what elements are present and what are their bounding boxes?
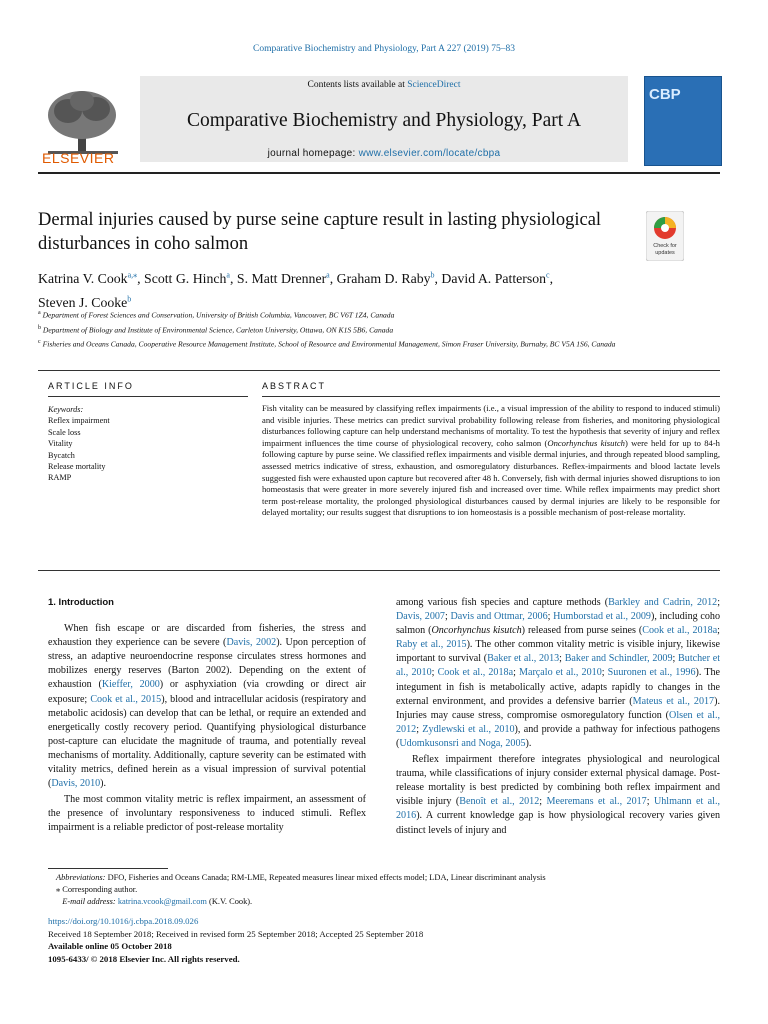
citation-link[interactable]: Udomkusonsri and Noga, 2005 — [399, 737, 526, 749]
keyword: Scale loss — [48, 427, 81, 437]
paragraph-text: ), and provide a pathway for infectious pathogens ( — [396, 723, 720, 749]
paragraph-text: ; — [717, 625, 720, 637]
body-column-left — [48, 596, 366, 838]
citation-link[interactable]: Zydlewski et al., 2010 — [422, 723, 515, 735]
abstract-text: Fish vitality can be measured by classifying reflex impairments (i.e., a visual impression of the ability to respond to induced stimuli) and visible injuries. These metrics can predict survival probability following release from fisheries, and monitoring physiological disturbances following capture can help understand mechanisms of mortality. To test the hypothesis that severity of injury and reflex impairment influences the time course of physiological recovery, coho salmon (Oncorhynchus kisutch) were held for up to 84-h following capture by purse seine. We classified reflex impairments and visible dermal injuries, and through repeated blood sampling, assessed metrics indicative of stress, exhaustion, and osmoregulatory disturbances. Reflex-impairments and blood lactate levels suggested fish were exhausted upon capture but recovered after 48 h. Conversely, fish with dermal injuries showed disruptions to ion homeostasis that were greater in more severely injured fish and increased over time. While reflex impairments may predict short term post-release mortality, the prolonged physiological disturbances caused by dermal injuries are likely to be responsible for delayed mortality; our results suggest that disruptions to ion homeostasis is a possible mechanism of post-release mortality. — [262, 403, 720, 518]
citation-link[interactable]: Mateus et al., 2017 — [632, 695, 715, 707]
footnotes — [56, 872, 720, 909]
section-rule — [38, 370, 720, 371]
paragraph-text: ). A current knowledge gap is how physiological recovery varies given distinct levels of injury and — [396, 810, 720, 836]
paragraph-text: ; — [672, 653, 679, 665]
received-dates: Received 18 September 2018; Received in revised form 25 September 2018; Accepted 25 September 2018 — [48, 928, 424, 939]
journal-homepage-line — [140, 148, 628, 159]
citation-link[interactable]: Uhlmann et al., 2016 — [396, 796, 721, 822]
author: Scott G. Hinch$^a$, — [144, 270, 237, 286]
paragraph-text: among various fish species and capture methods ( — [396, 597, 609, 608]
paragraph-text: ). The integument in fish is metabolically active, adapts rapidly to changes in the external environment, and provides a defensive barrier ( — [396, 667, 721, 707]
citation-link[interactable]: Cook et al., 2015 — [90, 693, 162, 705]
section-heading: 1. Introduction — [48, 597, 114, 608]
citation-link[interactable]: Cook et al., 2018a — [437, 667, 514, 679]
crossmark-label-2: updates — [655, 250, 675, 256]
abbreviations-footnote: Abbreviations: DFO, Fisheries and Oceans Canada; RM-LME, Repeated measures linear mixed effects model; LDA, Linear discriminant analysis — [56, 873, 546, 882]
publisher-logo-text: ELSEVIER — [42, 150, 115, 166]
check-for-updates-icon[interactable] — [646, 211, 684, 261]
citation-link[interactable]: Benoît et al., 2012 — [459, 796, 540, 808]
paragraph-text: ). — [525, 737, 532, 749]
paragraph-text: ), blood and intracellular acidosis (respiratory and metabolic acidosis) can develop that can be lethal, or require an extended and energetically costly recovery period. Quantifying physiological disturbance post-capture can elucidate the magnitude of trauma, and potentially reveal mechanisms of mortality. Additionally, capture severity can be estimated with vitality metrics, defined herein as a visual impression of survival potential ( — [48, 693, 367, 790]
title-line-1: Dermal injuries caused by purse seine capture result in lasting physiological — [38, 210, 602, 230]
author: Graham D. Raby$^b$, — [336, 270, 442, 286]
keyword: RAMP — [48, 473, 72, 483]
article-info-heading: ARTICLE INFO — [48, 381, 134, 391]
citation-link[interactable]: Baker and Schindler, 2009 — [564, 653, 673, 665]
paragraph-text: When fish escape or are discarded from fisheries, the stress and exhaustion they experience can be severe ( — [48, 623, 366, 649]
body-column-right — [396, 596, 720, 840]
keywords-label: Keywords: — [48, 405, 84, 414]
citation-link[interactable]: Davis, 2002 — [226, 637, 277, 649]
author: David A. Patterson$^c$, — [441, 270, 554, 286]
publication-info — [48, 915, 708, 965]
abstract-rule — [262, 396, 720, 397]
paragraph — [48, 793, 366, 835]
citation-link[interactable]: Humborstad et al., 2009 — [553, 611, 651, 623]
crossmark-label: Check for — [653, 243, 677, 249]
citation-link[interactable]: Davis and Ottmar, 2006 — [450, 611, 548, 623]
paragraph-text: ; — [559, 653, 565, 665]
citation-link[interactable]: Suuronen et al., 1996 — [607, 667, 696, 679]
citation-link[interactable]: Baker et al., 2013 — [487, 653, 560, 665]
keyword: Vitality — [48, 439, 73, 449]
email-link[interactable]: katrina.vcook@gmail.com — [117, 897, 207, 907]
author: Katrina V. Cook$^{a,⁎}$, — [38, 270, 145, 286]
article-info-rule — [48, 396, 248, 397]
author-list — [38, 264, 658, 313]
available-online: Available online 05 October 2018 — [48, 941, 172, 951]
paragraph-text: ; — [416, 723, 423, 735]
contents-prefix: Contents lists available at — [307, 80, 408, 90]
citation-link[interactable]: Barkley and Cadrin, 2012 — [608, 597, 718, 608]
paragraph-text: ), including coho salmon ( — [396, 611, 721, 637]
affiliations — [38, 307, 648, 351]
paragraph — [48, 622, 366, 791]
citation-link[interactable]: Butcher et al., 2010 — [396, 653, 720, 679]
paragraph-text: Reflex impairment therefore integrates physiological and neurological trauma, while classifications of injury consider external physical damage. Post-release mortality is best predicted by combining both reflex impairment and visible injury ( — [396, 754, 720, 808]
paragraph-text: The most common vitality metric is reflex impairment, an assessment of the presence of involuntary responsiveness to induced stimuli. Reflex impairment is a reliable predictor of post-release mortality — [48, 794, 366, 834]
citation-link[interactable]: Marçalo et al., 2010 — [518, 667, 602, 679]
footnote-rule — [48, 868, 168, 869]
homepage-link[interactable]: www.elsevier.com/locate/cbpa — [358, 148, 501, 159]
author: Steven J. Cooke$^b$ — [38, 294, 132, 311]
paragraph-text: ). Injuries may cause stress, compromise osmoregulatory function ( — [396, 695, 720, 721]
paragraph-text: ; — [444, 611, 451, 623]
paragraph-text: ). The other common vitality metric is visible injury, likewise important to survival ( — [396, 639, 720, 665]
copyright-line: 1095-6433/ © 2018 Elsevier Inc. All rights reserved. — [48, 953, 240, 964]
paragraph-text: ; — [539, 796, 547, 808]
paragraph-text: ) released from purse seines ( — [521, 625, 643, 637]
citation-link[interactable]: Davis, 2007 — [396, 611, 445, 623]
paragraph-text: ; — [513, 667, 519, 679]
citation-link[interactable]: Raby et al., 2015 — [396, 639, 467, 651]
citation-link[interactable]: Meeremans et al., 2017 — [546, 796, 647, 808]
paragraph-text: ; — [717, 597, 720, 608]
paragraph-text: ; — [431, 667, 438, 679]
citation-link[interactable]: Olsen et al., 2012 — [396, 709, 720, 735]
paragraph-text: ; — [601, 667, 608, 679]
affiliation: $^c$ Fisheries and Oceans Canada, Cooperative Resource Management Institute, School of Resource and Environmental Management, Simon Fraser University, Burnaby, BC V5A 1S6, Canada — [38, 339, 616, 349]
abstract-heading: ABSTRACT — [262, 381, 327, 391]
keyword: Reflex impairment — [48, 416, 110, 426]
journal-title: Comparative Biochemistry and Physiology, Part A — [186, 110, 582, 131]
paragraph-text: ; — [646, 796, 654, 808]
citation-link[interactable]: Davis, 2010 — [51, 778, 101, 790]
email-footnote: E-mail address: katrina.vcook@gmail.com (K.V. Cook). — [62, 897, 253, 907]
homepage-prefix: journal homepage: — [267, 148, 359, 159]
paragraph-text: ) or asphyxiation (via crowding or direct air exposure; — [48, 679, 366, 705]
paragraph-text: ; — [547, 611, 554, 623]
citation-link[interactable]: Kieffer, 2000 — [101, 679, 160, 691]
doi-link[interactable]: https://doi.org/10.1016/j.cbpa.2018.09.026 — [48, 916, 199, 926]
sciencedirect-link[interactable]: ScienceDirect — [407, 80, 461, 90]
author: S. Matt Drenner$^a$, — [236, 270, 337, 286]
keyword: Bycatch — [48, 450, 75, 460]
cover-title-text: CBP — [649, 86, 681, 103]
article-title — [38, 208, 628, 256]
species-name: Oncorhynchus kisutch — [547, 437, 625, 448]
citation-link[interactable]: Cook et al., 2018a — [642, 625, 718, 637]
keywords-block — [48, 404, 248, 484]
journal-reference[interactable]: Comparative Biochemistry and Physiology, Part A 227 (2019) 75–83 — [253, 44, 515, 54]
affiliation: $^b$ Department of Biology and Institute of Environmental Science, Carleton University, Ottawa, ON K1S 5B6, Canada — [38, 324, 394, 335]
paragraph-text: ). — [100, 778, 107, 790]
contents-line — [140, 80, 628, 90]
header-rule — [38, 172, 720, 174]
species-name: Oncorhynchus kisutch — [431, 625, 522, 637]
paragraph — [396, 753, 720, 838]
corresponding-author-footnote: ⁎ Corresponding author. — [56, 885, 138, 895]
title-line-2: disturbances in coho salmon — [38, 234, 249, 254]
keyword: Release mortality — [48, 462, 106, 472]
affiliation: $^a$ Department of Forest Sciences and Conservation, University of British Columbia, Vancouver, BC V6T 1Z4, Canada — [38, 310, 395, 320]
paragraph — [396, 596, 720, 751]
paragraph-text: ). Upon perception of stress, an adaptive neuroendocrine response circulates stress hormones and mobilizes energy reserves (Barton 2002). Depending on the extent of exhaustion ( — [48, 637, 366, 691]
section-rule — [38, 570, 720, 571]
